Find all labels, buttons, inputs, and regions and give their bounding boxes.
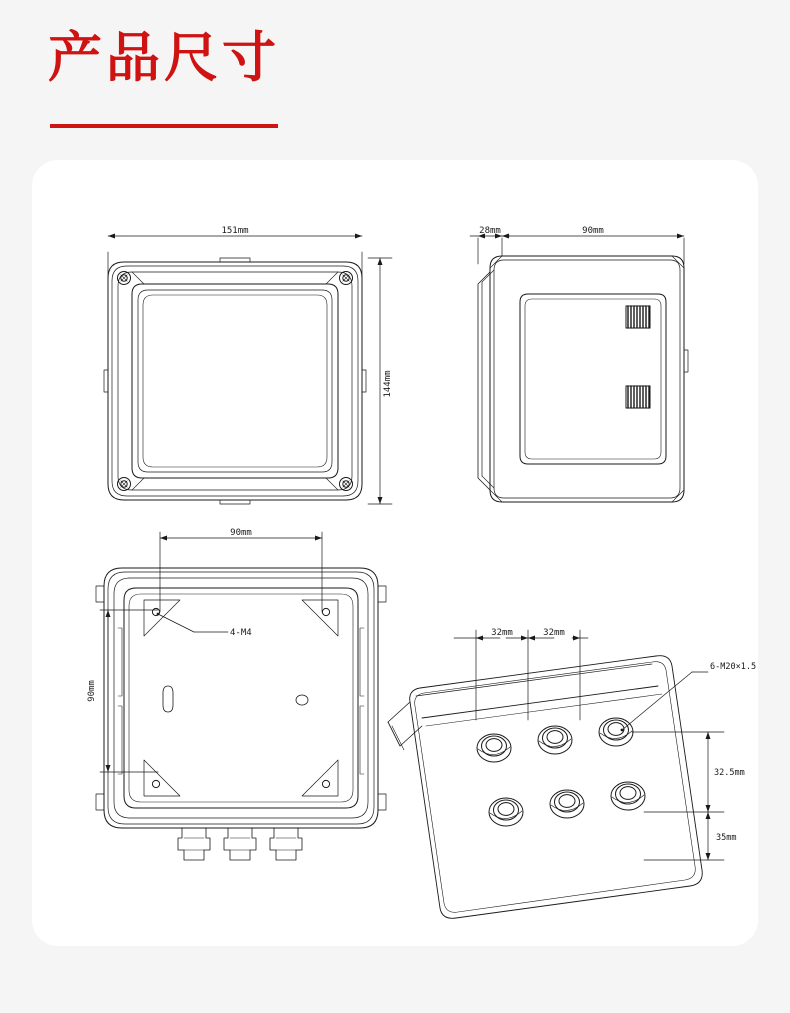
front-view-height-label: 144mm <box>383 370 393 398</box>
back-view <box>96 532 386 860</box>
diagram-card <box>32 160 758 946</box>
dimension-drawing <box>32 160 758 946</box>
bottom-view-vertical2-label: 35mm <box>716 833 737 843</box>
bottom-view-pitch1-label: 32mm <box>491 628 513 638</box>
back-view-screw-callout-label: 4-M4 <box>230 628 252 638</box>
bottom-view-pitch2-label: 32mm <box>543 628 565 638</box>
drawing-svg <box>32 160 758 946</box>
back-view-width-label: 90mm <box>230 528 252 538</box>
back-view-height-label: 90mm <box>87 680 97 702</box>
bottom-view-cable-glands <box>388 630 724 918</box>
side-view-depth-label: 28mm <box>479 226 501 236</box>
title-underline <box>50 124 278 128</box>
bottom-view-vertical1-label: 32.5mm <box>714 768 745 778</box>
side-view-width-label: 90mm <box>582 226 604 236</box>
page-title: 产品尺寸 <box>48 26 280 89</box>
front-view <box>104 234 392 505</box>
side-view <box>470 234 688 503</box>
bottom-view-thread-callout-label: 6-M20×1.5 <box>710 662 757 672</box>
front-view-width-label: 151mm <box>221 226 249 236</box>
